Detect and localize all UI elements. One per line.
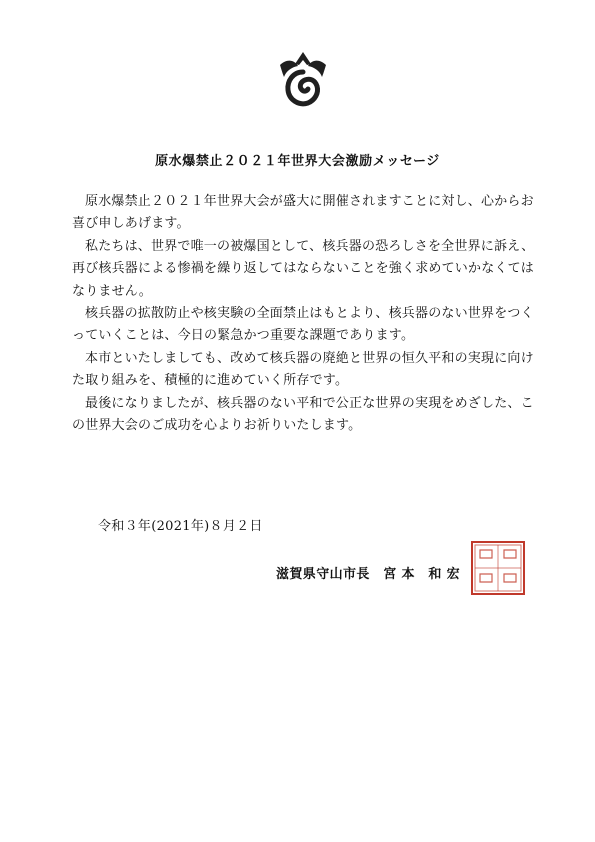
body-paragraph: 核兵器の拡散防止や核実験の全面禁止はもとより、核兵器のない世界をつくっていくことは、今日の緊急かつ重要な課題であります。 <box>72 306 534 344</box>
body-paragraph: 私たちは、世界で唯一の被爆国として、核兵器の恐ろしさを全世界に訴え、再び核兵器による惨禍を繰り返してはならないことを強く求めていかなくてはなりません。 <box>72 238 535 299</box>
document-title: 原水爆禁止２０２１年世界大会激励メッセージ <box>155 154 440 169</box>
official-seal-icon <box>470 540 526 596</box>
document-date: 令和３年(2021年)８月２日 <box>98 519 263 534</box>
message-body <box>72 191 544 437</box>
body-paragraph: 原水爆禁止２０２１年世界大会が盛大に開催されますことに対し、心からお喜び申しあげます。 <box>72 194 534 232</box>
body-paragraph: 本市といたしましても、改めて核兵器の廃絶と世界の恒久平和の実現に向けた取り組みを、積極的に進めていく所存です。 <box>72 350 534 389</box>
city-emblem-icon <box>274 50 332 112</box>
body-paragraph: 最後になりましたが、核兵器のない平和で公正な世界の実現をめざした、この世界大会のご成功を心よりお祈りいたします。 <box>72 395 534 434</box>
signature: 滋賀県守山市長 宮 本 和 宏 <box>276 567 461 582</box>
